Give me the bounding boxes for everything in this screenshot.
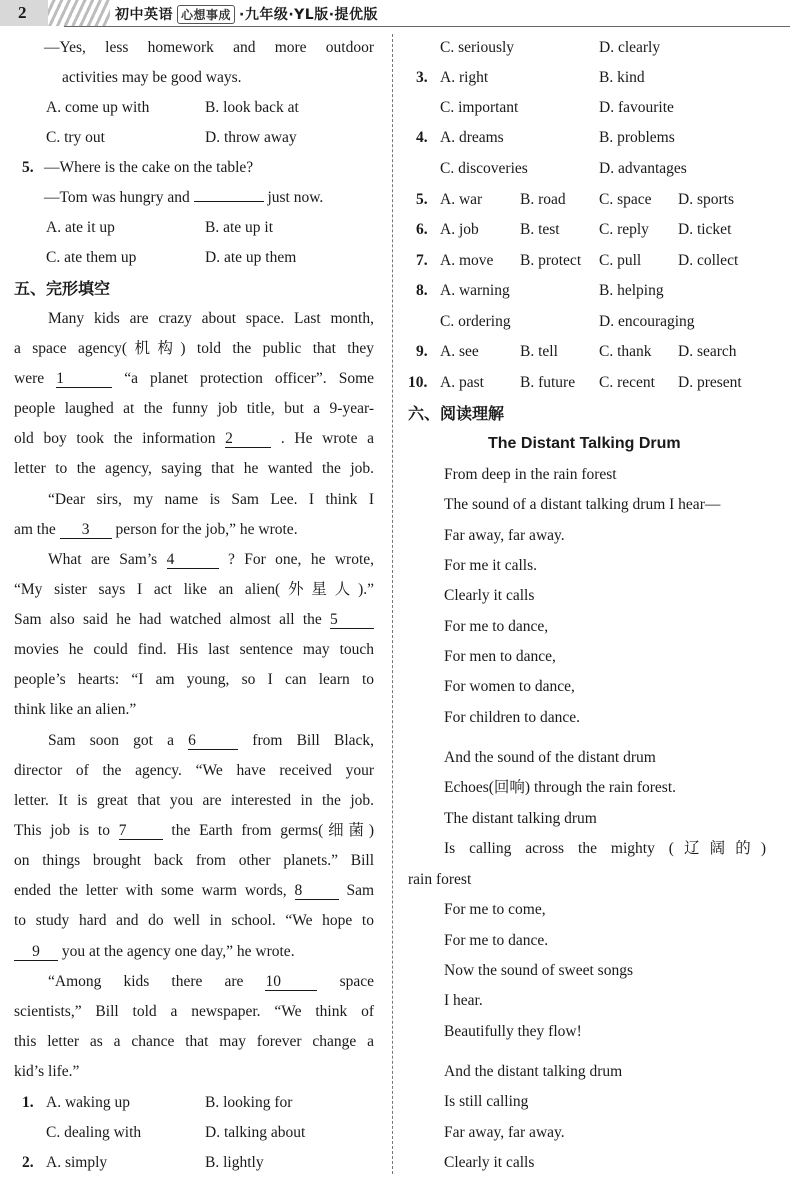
cloze-q8-option-d: D. encouraging: [599, 313, 695, 330]
cloze-blank-3[interactable]: 3: [60, 521, 112, 539]
poem-line: Far away, far away.: [444, 527, 565, 544]
q5-option-a: A. ate it up: [46, 219, 115, 236]
cloze-q2-option-a: A. simply: [46, 1154, 108, 1171]
cloze-q4-number: 4.: [416, 129, 428, 146]
poem-line: For men to dance,: [444, 648, 556, 665]
section-5-title: 五、完形填空: [14, 279, 111, 298]
poem-line: For me to dance.: [444, 932, 549, 949]
passage-text: “Among kids there are: [48, 973, 244, 990]
passage-text: the Earth from germs(细菌): [171, 822, 375, 839]
passage-line: a space agency(机构) told the public that they: [14, 340, 374, 357]
cloze-q8-option-a: A. warning: [440, 282, 510, 299]
poem-line: Now the sound of sweet songs: [444, 962, 633, 979]
passage-text: old boy took the information: [14, 430, 216, 447]
cloze-q3-option-d: D. favourite: [599, 99, 674, 116]
cloze-q2-option-d: D. clearly: [599, 39, 661, 56]
header-rule: [64, 26, 790, 27]
poem-line: Clearly it calls: [444, 1154, 535, 1171]
poem-line: For me to dance,: [444, 618, 549, 635]
poem-line: For children to dance.: [444, 709, 581, 726]
passage-line: [14, 429, 374, 449]
cloze-q10-option-a: A. past: [440, 374, 484, 391]
header-title: [115, 4, 378, 24]
cloze-q9-option-c: C. thank: [599, 343, 652, 360]
cloze-q1-option-a: A. waking up: [46, 1094, 130, 1111]
page-header: [0, 0, 790, 28]
q4-option-a: A. come up with: [46, 99, 150, 116]
passage-line: movies he could find. His last sentence may touch: [14, 641, 374, 658]
poem-line: For me it calls.: [444, 557, 537, 574]
cloze-q10-option-c: C. recent: [599, 374, 655, 391]
cloze-q9-option-b: B. tell: [520, 343, 558, 360]
poem-line: Is calling across the mighty (辽阔的): [444, 840, 766, 857]
q5-answer-blank[interactable]: [194, 201, 264, 202]
passage-text: space: [339, 973, 374, 990]
cloze-q5-number: 5.: [416, 191, 428, 208]
passage-line: [48, 731, 374, 751]
cloze-q10-option-d: D. present: [678, 374, 742, 391]
brand-logo: 心想事成: [177, 5, 235, 24]
poem-line: The sound of a distant talking drum I hear—: [444, 496, 721, 513]
poem-line: And the distant talking drum: [444, 1063, 623, 1080]
cloze-q4-option-b: B. problems: [599, 129, 675, 146]
cloze-blank-8[interactable]: 8: [295, 882, 339, 900]
cloze-blank-4[interactable]: 4: [167, 551, 219, 569]
cloze-q7-option-a: A. move: [440, 252, 494, 269]
cloze-q9-option-d: D. search: [678, 343, 737, 360]
header-title-suffix: ·九年级·YL版·提优版: [239, 7, 379, 23]
cloze-q7-number: 7.: [416, 252, 428, 269]
cloze-blank-10[interactable]: 10: [265, 973, 317, 991]
cloze-q1-number: 1.: [22, 1094, 34, 1111]
q5-line2-post: just now.: [267, 189, 324, 206]
cloze-q9-option-a: A. see: [440, 343, 479, 360]
cloze-q8-option-b: B. helping: [599, 282, 664, 299]
passage-text: Sam also said he had watched almost all the: [14, 611, 322, 628]
passage-line: “Dear sirs, my name is Sam Lee. I think I: [48, 491, 374, 508]
q5-line1: —Where is the cake on the table?: [44, 159, 254, 176]
cloze-q6-number: 6.: [416, 221, 428, 238]
passage-line: to study hard and do well in school. “We hope to: [14, 912, 374, 929]
column-divider: [392, 34, 393, 1174]
passage-line: [48, 972, 374, 992]
cloze-q3-option-b: B. kind: [599, 69, 645, 86]
poem-line: For women to dance,: [444, 678, 575, 695]
passage-line: this letter as a chance that may forever change a: [14, 1033, 374, 1050]
passage-line: letter. It is great that you are interested in the job.: [14, 792, 374, 809]
passage-text: you at the agency one day,” he wrote.: [61, 943, 295, 960]
passage-line: kid’s life.”: [14, 1063, 80, 1080]
passage-line: letter to the agency, saying that he wanted the job.: [14, 460, 374, 477]
poem-line: Is still calling: [444, 1093, 529, 1110]
cloze-q1-option-b: B. looking for: [205, 1094, 293, 1111]
q4-answer-line1: —Yes, less homework and more outdoor: [44, 39, 374, 56]
cloze-q3-number: 3.: [416, 69, 428, 86]
cloze-q3-option-c: C. important: [440, 99, 519, 116]
passage-line: [14, 520, 298, 540]
q5-option-c: C. ate them up: [46, 249, 137, 266]
passage-text: am the: [14, 521, 56, 538]
poem-line: Far away, far away.: [444, 1124, 565, 1141]
passage-line: [14, 881, 374, 901]
header-stripes: [48, 0, 110, 26]
cloze-q4-option-d: D. advantages: [599, 160, 687, 177]
cloze-q7-option-d: D. collect: [678, 252, 739, 269]
passage-text: from Bill Black,: [252, 732, 375, 749]
cloze-q7-option-b: B. protect: [520, 252, 582, 269]
cloze-q2-option-b: B. lightly: [205, 1154, 264, 1171]
cloze-q1-option-c: C. dealing with: [46, 1124, 142, 1141]
passage-line: people laughed at the funny job title, but a 9-year-: [14, 400, 374, 417]
q4-option-d: D. throw away: [205, 129, 297, 146]
passage-text: Sam: [346, 882, 375, 899]
passage-line: [48, 550, 374, 570]
header-title-prefix: 初中英语: [115, 7, 173, 23]
passage-text: person for the job,” he wrote.: [115, 521, 298, 538]
q5-line2-pre: —Tom was hungry and: [44, 189, 190, 206]
passage-text: were: [14, 370, 45, 387]
poem-title: The Distant Talking Drum: [488, 435, 681, 452]
poem-line: Beautifully they flow!: [444, 1023, 582, 1040]
poem-line: I hear.: [444, 992, 483, 1009]
cloze-blank-6[interactable]: 6: [188, 732, 238, 750]
poem-line: Clearly it calls: [444, 587, 535, 604]
passage-line: think like an alien.”: [14, 701, 137, 718]
cloze-q1-option-d: D. talking about: [205, 1124, 306, 1141]
passage-text: ended the letter with some warm words,: [14, 882, 287, 899]
cloze-q10-option-b: B. future: [520, 374, 576, 391]
cloze-q2-number: 2.: [22, 1154, 34, 1171]
cloze-q6-option-b: B. test: [520, 221, 560, 238]
cloze-q8-option-c: C. ordering: [440, 313, 511, 330]
cloze-q5-option-a: A. war: [440, 191, 483, 208]
cloze-q6-option-c: C. reply: [599, 221, 649, 238]
passage-line: [14, 821, 374, 841]
passage-line: director of the agency. “We have received your: [14, 762, 374, 779]
passage-line: [14, 942, 295, 962]
passage-line: people’s hearts: “I am young, so I can learn to: [14, 671, 374, 688]
cloze-q8-number: 8.: [416, 282, 428, 299]
passage-text: Sam soon got a: [48, 732, 174, 749]
cloze-blank-1[interactable]: 1: [56, 370, 112, 388]
q4-option-b: B. look back at: [205, 99, 299, 116]
passage-line: on things brought back from other planets.” Bill: [14, 852, 374, 869]
cloze-q10-number: 10.: [408, 374, 428, 391]
cloze-q4-option-c: C. discoveries: [440, 160, 528, 177]
q5-number: 5.: [22, 159, 34, 176]
passage-text: This job is to: [14, 822, 110, 839]
cloze-blank-7[interactable]: 7: [119, 822, 163, 840]
cloze-blank-9[interactable]: 9: [14, 943, 58, 961]
passage-line: [14, 369, 374, 389]
cloze-blank-2[interactable]: 2: [225, 430, 271, 448]
poem-line: And the sound of the distant drum: [444, 749, 656, 766]
cloze-q5-option-b: B. road: [520, 191, 566, 208]
cloze-q9-number: 9.: [416, 343, 428, 360]
passage-text: “a planet protection officer”. Some: [124, 370, 375, 387]
passage-line: “My sister says I act like an alien(外星人).”: [14, 581, 374, 598]
cloze-q2-option-c: C. seriously: [440, 39, 515, 56]
cloze-q6-option-d: D. ticket: [678, 221, 732, 238]
poem-line: Echoes(回响) through the rain forest.: [444, 779, 677, 796]
passage-text: What are Sam’s: [48, 551, 158, 568]
passage-line: scientists,” Bill told a newspaper. “We think of: [14, 1003, 374, 1020]
cloze-q6-option-a: A. job: [440, 221, 479, 238]
cloze-q4-option-a: A. dreams: [440, 129, 504, 146]
poem-line: From deep in the rain forest: [444, 466, 617, 483]
cloze-q5-option-c: C. space: [599, 191, 652, 208]
cloze-q5-option-d: D. sports: [678, 191, 734, 208]
cloze-q3-option-a: A. right: [440, 69, 489, 86]
q5-option-b: B. ate up it: [205, 219, 274, 236]
passage-text: ? For one, he wrote,: [227, 551, 375, 568]
q5-line2: [44, 188, 323, 208]
q5-option-d: D. ate up them: [205, 249, 297, 266]
passage-text: . He wrote a: [280, 430, 375, 447]
poem-line: The distant talking drum: [444, 810, 597, 827]
q4-answer-line2: activities may be good ways.: [62, 69, 242, 86]
cloze-q7-option-c: C. pull: [599, 252, 642, 269]
q4-option-c: C. try out: [46, 129, 105, 146]
passage-line: [14, 610, 374, 630]
page-number: 2: [18, 3, 27, 22]
poem-line: For me to come,: [444, 901, 546, 918]
poem-line: rain forest: [408, 871, 472, 888]
cloze-blank-5[interactable]: 5: [330, 611, 374, 629]
section-6-title: 六、阅读理解: [408, 404, 505, 423]
passage-line: Many kids are crazy about space. Last month,: [48, 310, 374, 327]
